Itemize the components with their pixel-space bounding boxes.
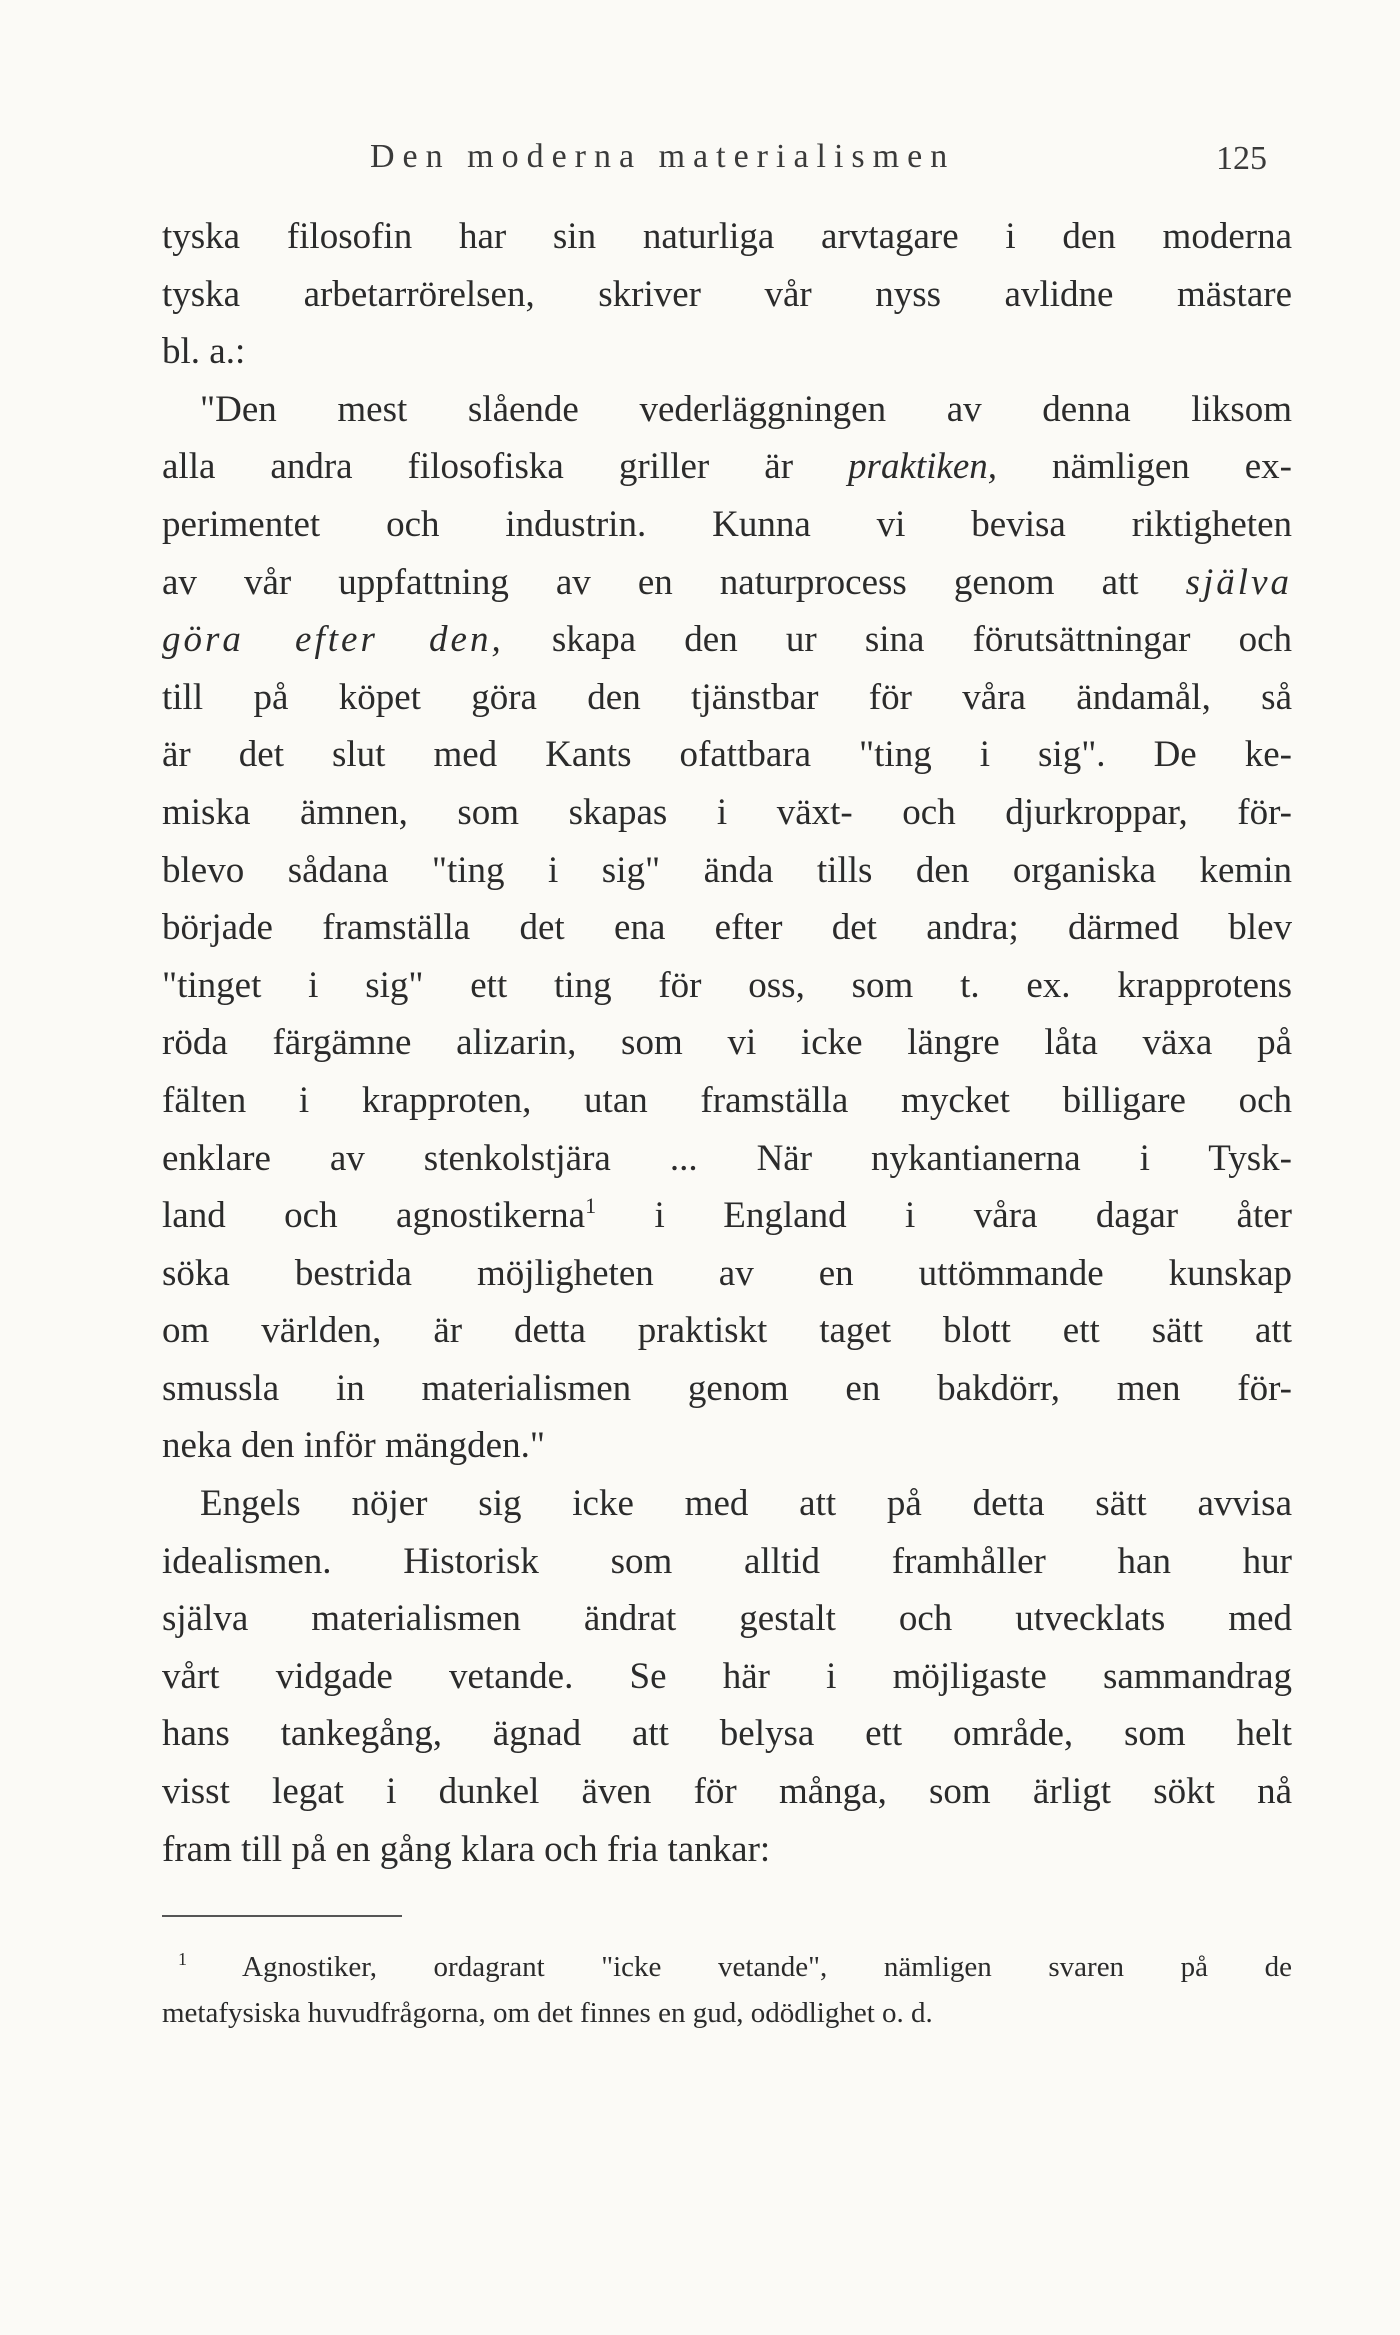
text-line: fälten i krapproten, utan framställa mycket billigare och [162, 1079, 1292, 1121]
text-line: smussla in materialismen genom en bakdörr, men för- [162, 1367, 1292, 1409]
footnote-line [162, 1944, 1292, 1990]
text-line: söka bestrida möjligheten av en uttömmande kunskap [162, 1252, 1292, 1294]
text-line: Engels nöjer sig icke med att på detta sätt avvisa [200, 1483, 1292, 1525]
text-segment: skapa den ur sina förutsättningar och [503, 619, 1293, 661]
text-line: "tinget i sig" ett ting för oss, som t. ex. krapprotens [162, 964, 1292, 1006]
text-line: bl. a.: [162, 331, 246, 373]
text-line [162, 611, 1292, 669]
text-line: enklare av stenkolstjära ... När nykantianerna i Tysk- [162, 1137, 1292, 1179]
text-segment: i England i våra dagar åter [596, 1195, 1292, 1237]
footnote [162, 1944, 1292, 2036]
text-line: började framställa det ena efter det andra; därmed blev [162, 907, 1292, 949]
text-line: till på köpet göra den tjänstbar för våra ändamål, så [162, 676, 1292, 718]
footnote-divider [162, 1915, 402, 1917]
footnote-marker: 1 [178, 1949, 187, 1969]
running-title: Den moderna materialismen [370, 138, 956, 175]
text-line: perimentet och industrin. Kunna vi bevisa riktigheten [162, 503, 1292, 545]
text-line: neka den inför mängden." [162, 1425, 545, 1467]
text-line: fram till på en gång klara och fria tankar: [162, 1828, 771, 1870]
text-segment: alla andra filosofiska griller är [162, 446, 849, 488]
text-segment: av vår uppfattning av en naturprocess genom att [162, 561, 1186, 603]
text-line: hans tankegång, ägnad att belysa ett område, som helt [162, 1713, 1292, 1755]
italic-emphasis: själva [1185, 561, 1292, 603]
text-line: miska ämnen, som skapas i växt- och djurkroppar, för- [162, 791, 1292, 833]
body-text [162, 208, 1292, 1878]
text-line [162, 438, 1292, 496]
text-line: blevo sådana "ting i sig" ända tills den organiska kemin [162, 849, 1292, 891]
text-line: tyska filosofin har sin naturliga arvtagare i den moderna [162, 216, 1292, 257]
text-line: "Den mest slående vederläggningen av denna liksom [200, 388, 1292, 430]
text-line: röda färgämne alizarin, som vi icke längre låta växa på [162, 1022, 1292, 1064]
text-line: visst legat i dunkel även för många, som ärligt sökt nå [162, 1771, 1292, 1813]
text-segment: nämligen ex- [997, 446, 1293, 488]
italic-emphasis: göra efter den, [162, 619, 504, 661]
text-line: vårt vidgade vetande. Se här i möjligaste sammandrag [162, 1655, 1292, 1697]
text-line [162, 554, 1292, 612]
text-line: är det slut med Kants ofattbara "ting i sig". De ke- [162, 734, 1292, 776]
page-number: 125 [1216, 140, 1267, 177]
text-segment: Agnostiker, ordagrant "icke vetande", nämligen svaren på de [187, 1951, 1292, 1983]
italic-emphasis: praktiken, [848, 446, 998, 488]
text-line: idealismen. Historisk som alltid framhåller han hur [162, 1540, 1292, 1582]
text-line: tyska arbetarrörelsen, skriver vår nyss avlidne mästare [162, 273, 1292, 315]
text-segment: land och agnostikerna [162, 1195, 586, 1237]
footnote-reference: 1 [585, 1193, 597, 1219]
footnote-line: metafysiska huvudfrågorna, om det finnes en gud, odödlighet o. d. [162, 1997, 933, 2029]
text-line: om världen, är detta praktiskt taget blott ett sätt att [162, 1310, 1292, 1352]
text-line [162, 1187, 1292, 1245]
text-line: själva materialismen ändrat gestalt och utvecklats med [162, 1598, 1292, 1640]
